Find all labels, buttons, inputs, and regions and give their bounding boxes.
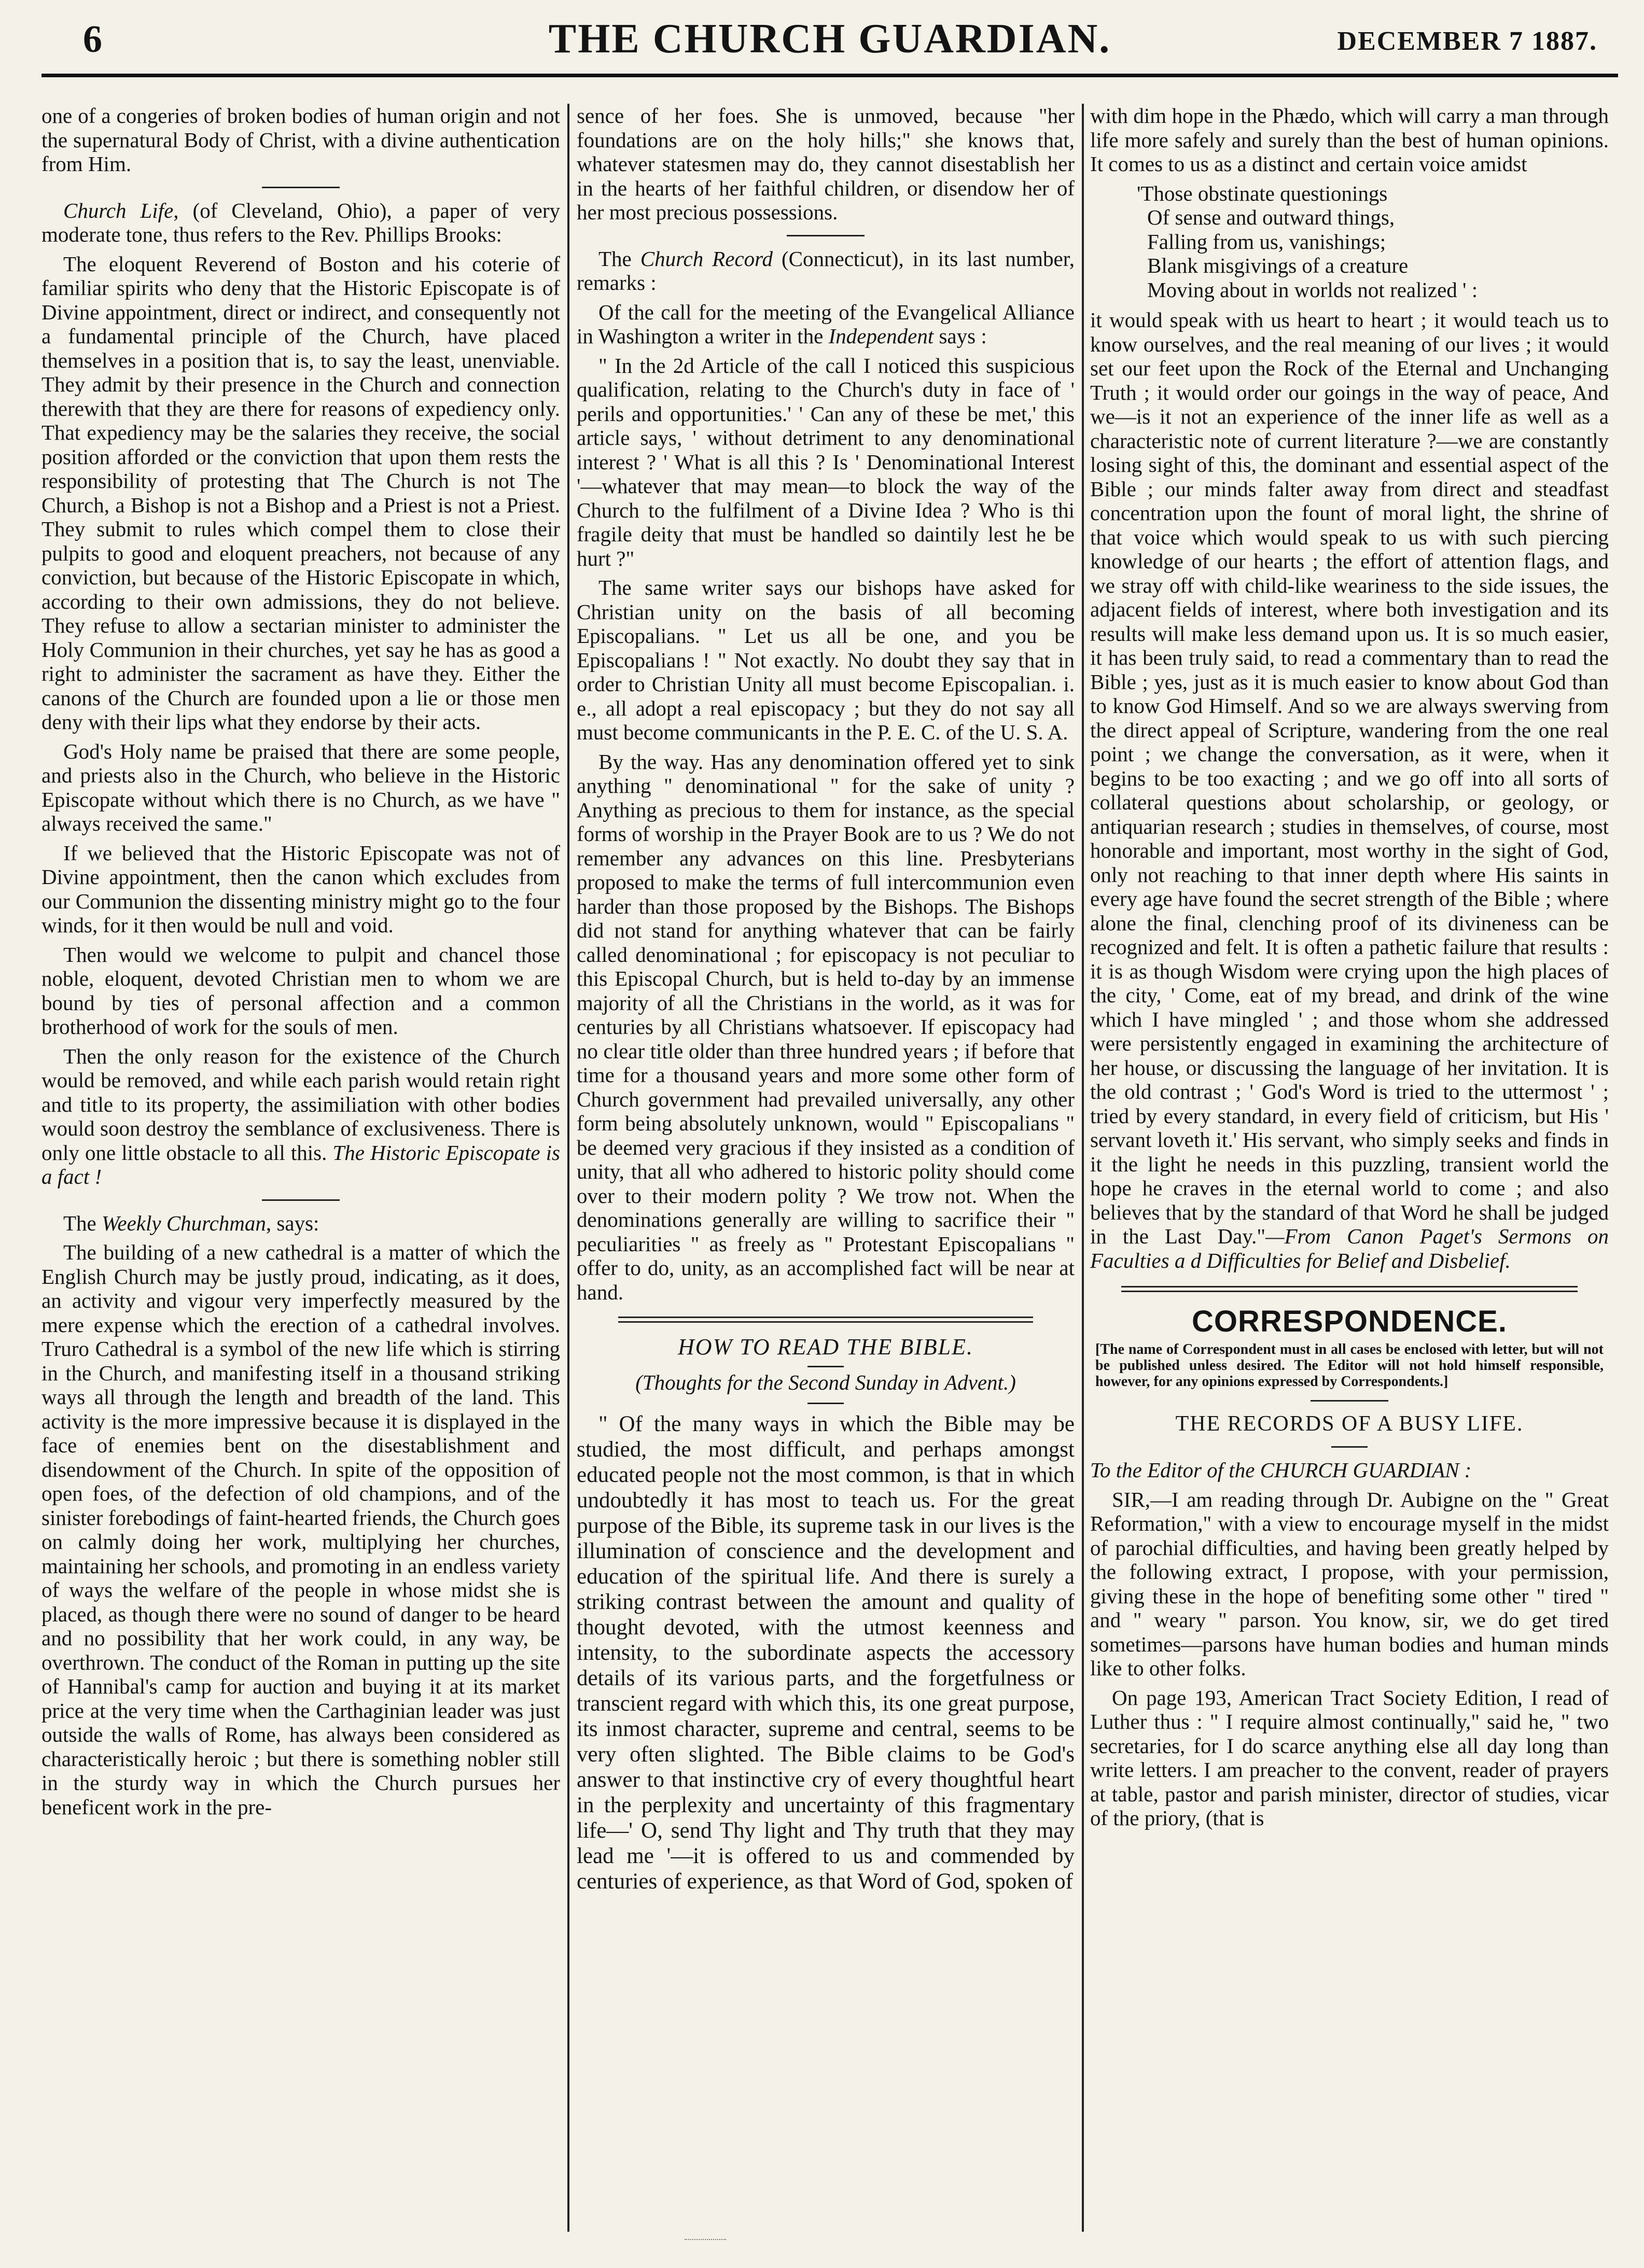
separator-rule [262,1199,340,1201]
poem-line: 'Those obstinate questionings [1137,181,1388,205]
quoted-paragraph: " In the 2d Article of the call I noticed this suspicious qualification, relating to the Church's duty in face of ' perils and opportunities.' ' Can any of these be met,' this article says, ' without detriment to any denominational interest ? ' What is all this ? Is ' Denominational Interest '—whatever that may mean—to block the way of the Church to the fulfilment of a Divine Idea ? Who is thi fragile deity that must be handled so daintily lest he be hurt ?" [577,353,1075,570]
column-2 [577,104,1075,2232]
page-number: 6 [83,18,102,61]
poem-quote [1137,181,1609,302]
column-1 [41,104,560,2232]
source-name: Independent [828,324,934,348]
separator-rule [1331,1446,1368,1448]
attribution: —From Canon Paget's Sermons on Faculties a d Difficulties for Belief and Disbelief. [1090,1224,1609,1272]
quoted-paragraph: God's Holy name be praised that there are some people, and priests also in the Church, who believe in the Historic Episcopate without which there is no Church, as we have " always received the same." [41,739,560,835]
quote-introduction: The Weekly Churchman, says: [63,1211,319,1235]
letter-paragraph: SIR,—I am reading through Dr. Aubigne on the " Great Reformation," with a view to encourage myself in the midst of parochial difficulties, and having been greatly helped by the following extract, I propose, with your permission, giving these in the hope of benefiting some other " tired " and " weary " parson. You know, sir, we do get tired sometimes—parsons have human bodies and human minds like to other folks. [1090,1487,1609,1680]
quote-introduction: Church Life, (of Cleveland, Ohio), a paper of very moderate tone, thus refers to the Rev. Phillips Brooks: [41,198,560,246]
poem-line: Blank misgivings of a creature [1147,254,1409,277]
letter-paragraph: On page 193, American Tract Society Edition, I read of Luther thus : " I require almost continually," said he, " two secretaries, for I do scarce anything else all day long than write letters. I am preacher to the convent, reader of prayers at table, pastor and parish minister, director of studies, vicar of the priory, (that is [1090,1685,1609,1830]
page-bottom-mark [685,2239,726,2240]
letter-title: THE RECORDS OF A BUSY LIFE. [1175,1411,1524,1436]
column-3 [1090,104,1609,2232]
quote-introduction: The Church Record (Connecticut), in its last number, remarks : [577,246,1075,295]
separator-rule [262,187,340,188]
column-divider [567,104,569,2232]
section-title: HOW TO READ THE BIBLE. [678,1334,973,1360]
quoted-paragraph: The same writer says our bishops have asked for Christian unity on the basis of all becoming Episcopalians. " Let us all be one, and you be Episcopalians ! " Not exactly. No doubt they say that in order to Christian Unity all must become Episcopalian. i. e., all adopt a real episcopacy ; but they do not say all must become communicants in the P. E. C. of the U. S. A. [577,576,1075,744]
quoted-paragraph: Of the call for the meeting of the Evangelical Alliance in Washington a writer in the Independent says : [577,300,1075,348]
poem-line: Of sense and outward things, [1147,205,1395,229]
separator-rule [1311,1400,1388,1402]
section-rule [618,1317,1033,1323]
quoted-paragraph: Then the only reason for the existence of the Church would be removed, and while each parish would retain right and title to its property, the assimiliation with other bodies would soon destroy the semblance of exclusiveness. There is only one little obstacle to all this. The Historic Episcopate is a fact ! [41,1044,560,1188]
quoted-paragraph: sence of her foes. She is unmoved, because "her foundations are on the holy hills;" she knows that, whatever statesmen may do, they cannot disestablish her in the hearts of her faithful children, or disendow her of her most precious possessions. [577,104,1075,224]
paper-title: THE CHURCH GUARDIAN. [548,16,1111,62]
quoted-paragraph: Then would we welcome to pulpit and chancel those noble, eloquent, devoted Christian men to whom we are bound by ties of personal affection and a common brotherhood of work for the souls of men. [41,942,560,1039]
correspondence-heading: CORRESPONDENCE. [1192,1305,1507,1338]
source-name: Church Life [63,198,174,222]
masthead [41,16,1618,96]
editorial-note: [The name of Correspondent must in all cases be enclosed with letter, but will not be published unless desired. The Editor will not hold himself responsible, however, for any opinions expressed by Correspondents.] [1095,1341,1604,1390]
article-paragraph: it would speak with us heart to heart ; it would teach us to know ourselves, and the real meaning of our lives ; it would set our feet upon the Rock of the Eternal and Unchanging Truth ; it would order our goings in the way of peace, And we—is it not an experience of the inner life as well as a characteristic note of current literature ?—we are constantly losing sight of this, the dominant and essential aspect of the Bible ; our minds falter away from direct and steadfast concentration upon the fount of moral light, the shrine of that voice which would speak to us with such piercing knowledge of our hearts ; the effort of attention flags, and we stray off with child-like weariness to the side issues, the adjacent fields of interest, where both investigation and its results will make less demand upon us. It is so much easier, it has been truly said, to read a commentary than to read the Bible ; yes, just as it is much easier to know about God than to know God Himself. And so we are always swerving from the direct appeal of Scripture, wandering from the one real point ; we change the conversation, as it were, when it begins to be too exacting ; and we go off into all sorts of collateral questions about scholarship, or geology, or antiquarian research ; studies in themselves, of course, most honorable and important, most worthy in the sight of God, only not reaching to that inner depth where His saints in every age have found the secret strength of the Bible ; where alone the final, clenching proof of its divineness can be recognized and felt. It is often a pathetic failure that results : it is as though Wisdom were crying upon the high places of the city, ' Come, eat of my bread, and drink of the wine which I have mingled ' ; and those whom she addressed were persistently engaged in examining the architecture of her house, or discussing the language of her invitation. It is the old contrast ; ' God's Word is tried to the uttermost ' ; tried by every standard, in every field of criticism, but His ' servant loveth it.' His servant, who simply seeks and finds in it the light he needs in this puzzling, transient world the hope he craves in the eternal world to come ; and also believes that by the standard of that Word he shall be judged in the Last Day."—From Canon Paget's Sermons on Faculties a d Difficulties for Belief and Disbelief. [1090,308,1609,1272]
quoted-paragraph: If we believed that the Historic Episcopate was not of Divine appointment, then the canon which excludes from our Communion the dissenting ministry might go to the four winds, for it then would be null and void. [41,841,560,937]
issue-date: DECEMBER 7 1887. [1337,26,1597,56]
quoted-paragraph: The eloquent Reverend of Boston and his coterie of familiar spirits who deny that the Historic Episcopate is of Divine appointment, direct or indirect, and consequently not a fundamental principle of the Church, have placed themselves in a position that is, to say the least, unenviable. They admit by their presence in the Church and connection therewith that they are there for reasons of expediency only. That expediency may be the salaries they receive, the social position afforded or the conviction that upon them rests the responsibility of protesting that The Church is not The Church, a Bishop is not a Bishop and a Priest is not a Priest. They submit to rules which compel them to close their pulpits to good and eloquent preachers, not because of any conviction, but because of the Historic Episcopate in which, according to their own admissions, they do not believe. They refuse to allow a sectarian minister to administer the Holy Communion in their churches, yet say he has as good a right to administer the sacrament as have they. Either the canons of the Church are founded upon a lie or those men deny with their lips what they endorse by their acts. [41,251,560,734]
poem-line: Moving about in worlds not realized ' : [1147,277,1478,302]
article-paragraph: one of a congeries of broken bodies of human origin and not the supernatural Body of Christ, with a divine authentication from Him. [41,104,560,176]
section-subtitle: (Thoughts for the Second Sunday in Advent.) [635,1370,1016,1394]
quoted-paragraph: The building of a new cathedral is a matter of which the English Church may be justly proud, indicating, as it does, an activity and vigour very imperfectly measured by the mere expense which the erection of a cathedral involves. Truro Cathedral is a symbol of the new life which is stirring in the Church, and manifesting itself in a thousand striking ways all through the length and breadth of the land. This activity is the more impressive because it is displayed in the face of enemies bent on the disestablishment and disendowment of the Church. In spite of the opposition of open foes, of the defection of old champions, and of the sinister forebodings of faint-hearted friends, the Church goes on calmly doing her work, multiplying her churches, maintaining her schools, and promoting in an endless variety of ways the welfare of the people in whose midst she is placed, as though there were no sound of danger to be heard and no possibility that her work could, in any way, be overthrown. The conduct of the Roman in putting up the site of Hannibal's camp for auction and buying it at its market price at the very time when the Carthaginian leader was just outside the walls of Rome, has always been considered as characteristically heroic ; but there is something nobler still in the sturdy way in which the Church pursues her beneficent work in the pre- [41,1240,560,1819]
column-divider [1082,104,1084,2232]
emphasis: The Historic Episcopate is a fact ! [41,1140,560,1188]
source-name: Church Record [640,246,773,271]
poem-line: Falling from us, vanishings; [1147,229,1386,254]
separator-rule [807,1366,844,1367]
quoted-paragraph: By the way. Has any denomination offered yet to sink anything " denominational " for the sake of unity ? Anything as precious to them for instance, as the special forms of worship in the Prayer Book are to us ? We do not remember any advances on this line. Presbyterians proposed to make the terms of full intercommunion even harder than those proposed by the Bishops. The Bishops did not stand for anything whatever that can be fairly called denominational ; for episcopacy is not peculiar to this Episcopal Church, but is held to-day by an immense majority of all the Christians in the world, as it was for centuries by all Christians whatsoever. If episcopacy had no clear title older than three hundred years ; if before that time for a thousand years and more some other form of Church government had prevailed universally, any other form being absolutely unknown, would " Episcopalians " be deemed very gracious if they insisted as a condition of unity, that all who adhered to historic polity should come over to their modern polity ? We trow not. When the denominations generally are willing to sacrifice their " peculiarities " as freely as " Protestant Episcopalians " offer to do, unity, as an accomplished fact will be near at hand. [577,749,1075,1304]
separator-rule [787,235,865,236]
letter-salutation: To the Editor of the CHURCH GUARDIAN : [1090,1458,1472,1482]
section-rule [1121,1286,1578,1292]
source-name: Weekly Churchman [102,1211,266,1235]
article-paragraph: " Of the many ways in which the Bible may be studied, the most difficult, and perhaps amongst educated people not the most common, is that in which undoubtedly it has most to teach us. For the great purpose of the Bible, its supreme task in our lives is the illumination of conscience and the development and education of the spiritual life. And there is surely a striking contrast between the amount and quality of thought devoted, with the utmost keenness and intensity, to the subordinate aspects the accessory details of its various parts, and the forgetfulness or transcient regard with which this, its one great purpose, its inmost character, supreme and central, seems to be very often slighted. The Bible claims to be God's answer to that instinctive cry of every thoughtful heart in the perplexity and uncertainty of this fragmentary life—' O, send Thy light and Thy truth that they may lead me '—it is offered to us and commended by centuries of experience, as that Word of God, spoken of [577,1412,1075,1894]
masthead-rule [41,74,1618,77]
separator-rule [807,1403,844,1404]
article-paragraph: with dim hope in the Phædo, which will carry a man through life more safely and surely than the best of human opinions. It comes to us as a distinct and certain voice amidst [1090,104,1609,176]
